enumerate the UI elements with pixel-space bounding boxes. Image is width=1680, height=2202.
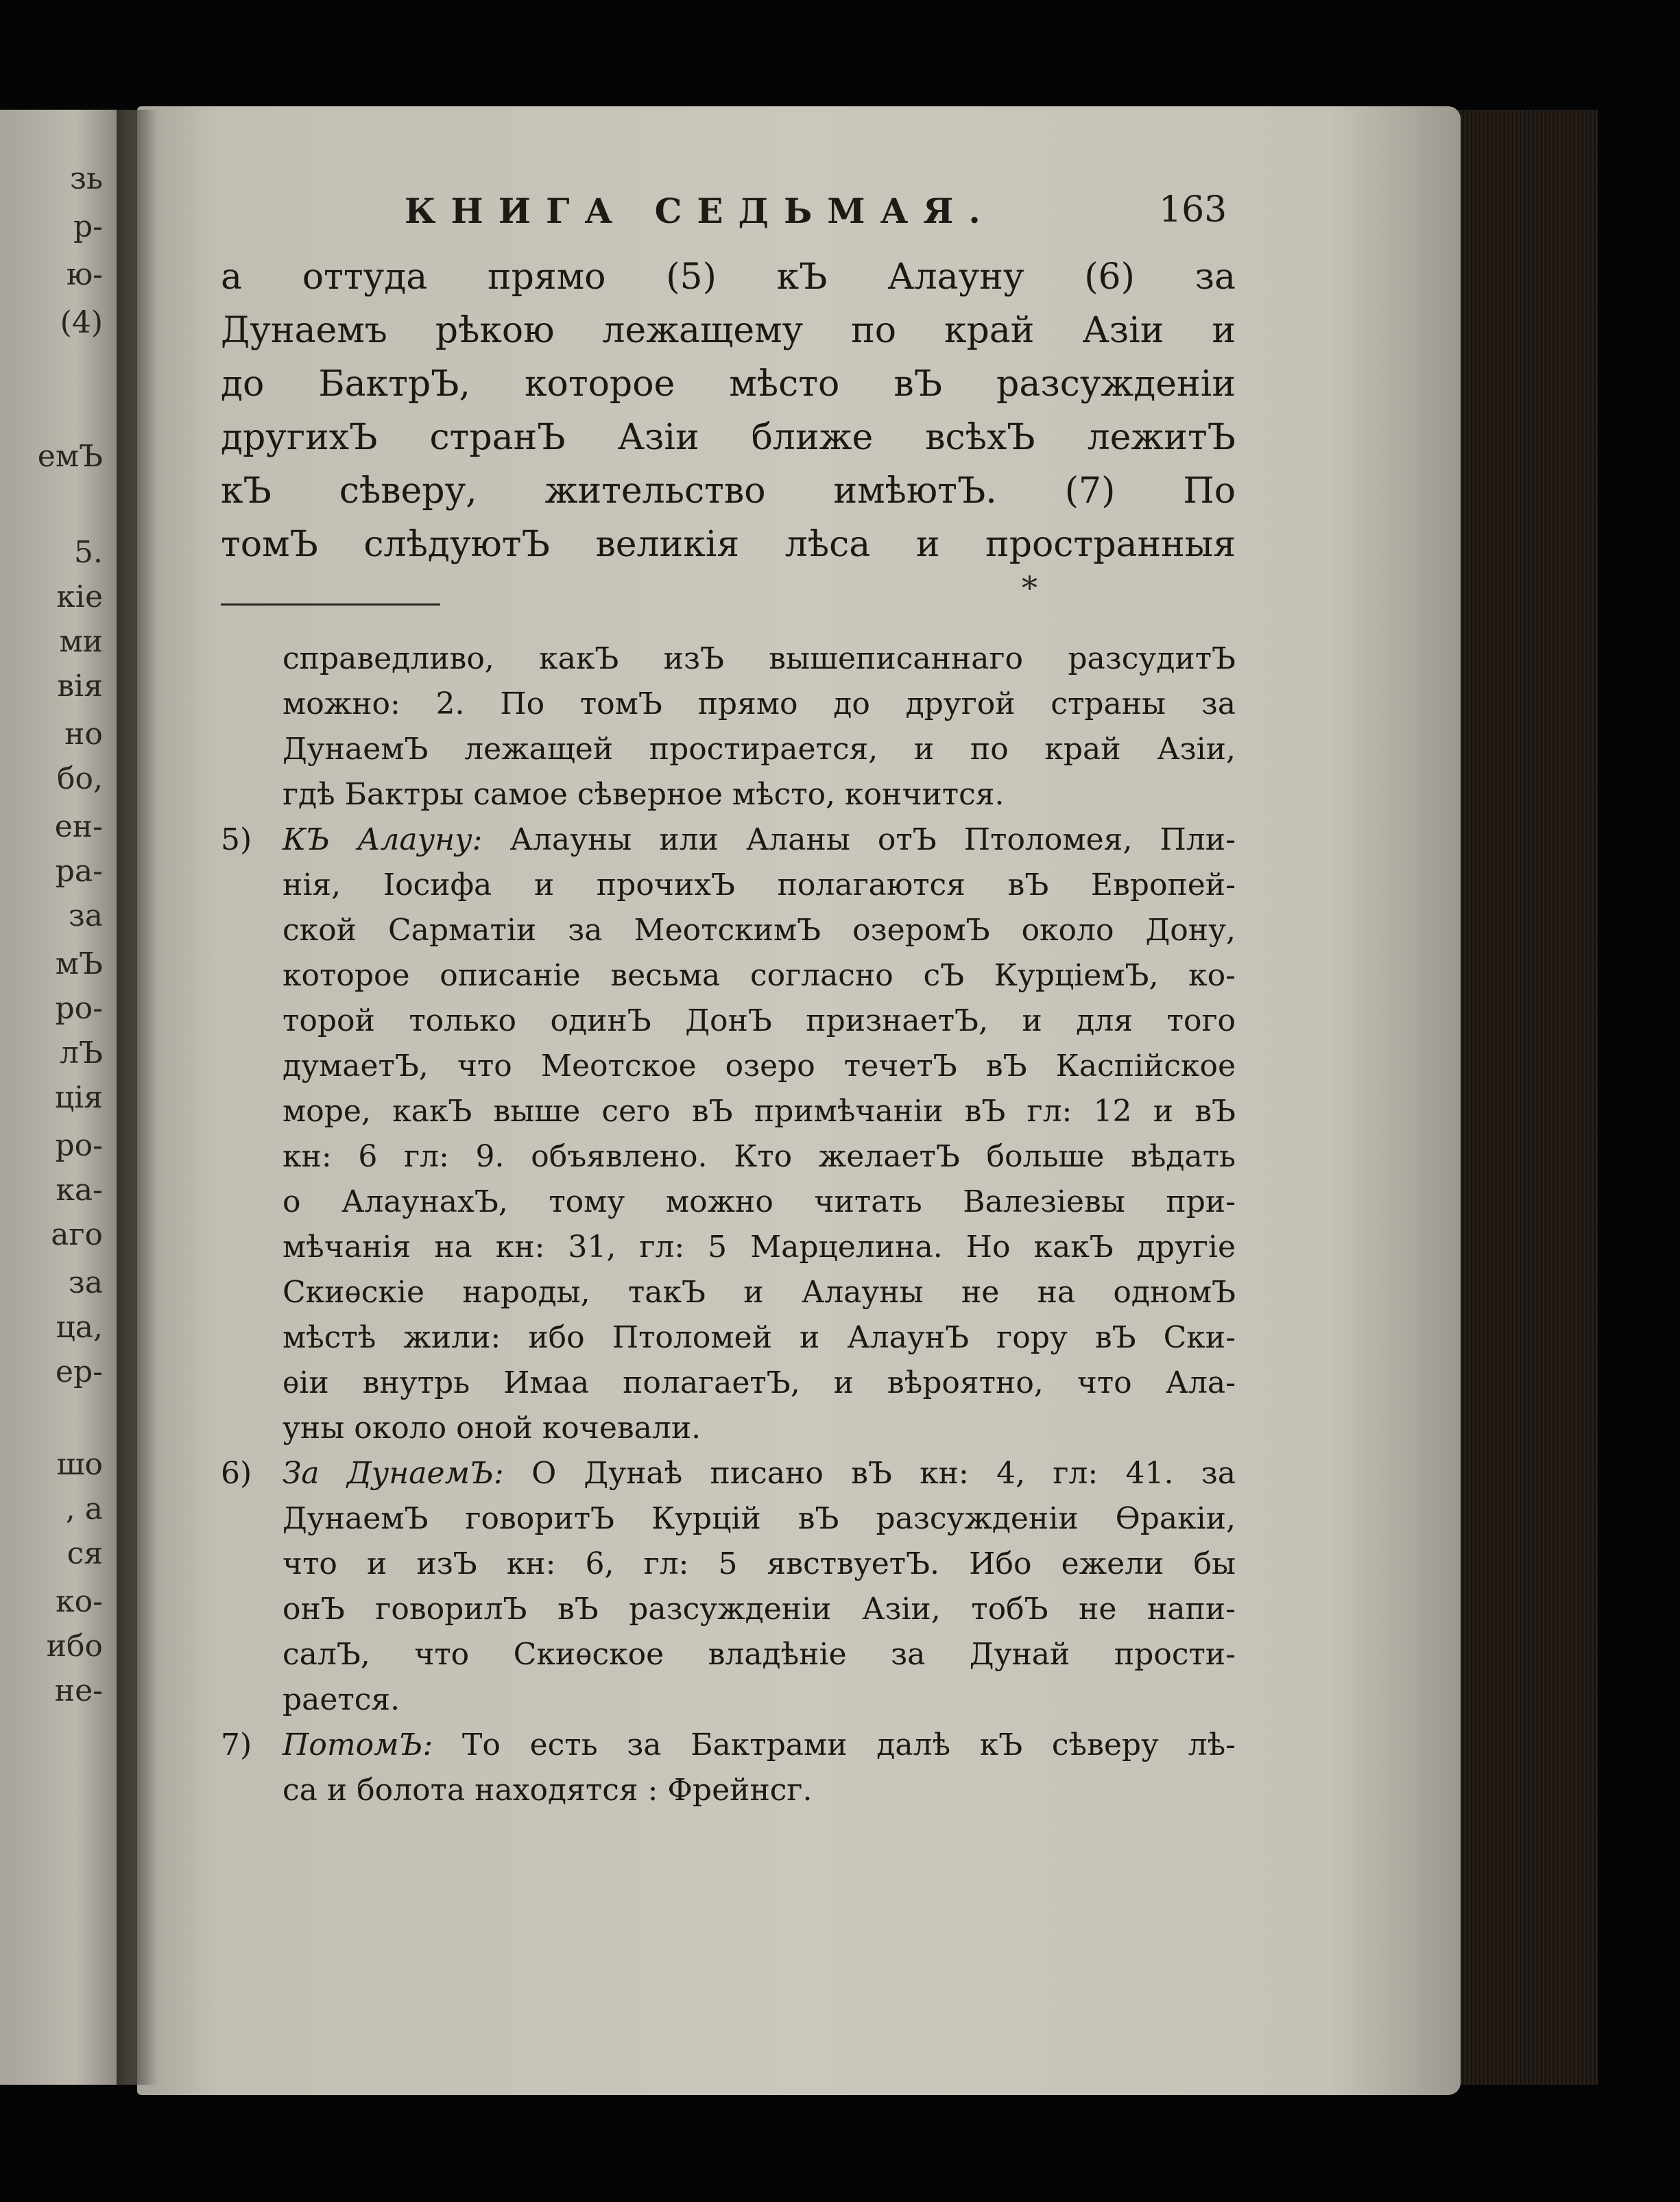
facing-page-fragment: мЪ [55, 946, 103, 981]
facing-page-fragment: аго [51, 1217, 103, 1252]
footnote-line: уны около оной кочевали. [283, 1411, 701, 1446]
facing-page-fragment: ер- [55, 1354, 103, 1389]
footnote-first-line [221, 1451, 1236, 1496]
footnote-line: торой только одинЪ ДонЪ признаетЪ, и для того [283, 1003, 1236, 1038]
page-number: 163 [1159, 189, 1227, 230]
footnote-line: которое описанiе весьма согласно сЪ КурцiемЪ, ко- [283, 958, 1236, 993]
facing-page-fragment: р- [73, 209, 103, 244]
facing-page-fragment: ся [67, 1536, 103, 1571]
main-line: а оттуда прямо (5) кЪ Алауну (6) за [221, 256, 1236, 298]
footnote-number: 5) [221, 822, 252, 857]
footnote-line: салЪ, что Скиѳское владѣнiе за Дунай прости- [283, 1637, 1236, 1672]
footnote-line-body [283, 1451, 1236, 1496]
facing-page-fragment: шо [56, 1447, 103, 1482]
facing-page-fragment: но [64, 717, 103, 752]
facing-page-fragment: ю- [66, 257, 103, 292]
footnote-line: нiя, Iосифа и прочихЪ полагаются вЪ Европей- [283, 867, 1236, 902]
main-line: кЪ сѣверу, жительство имѣютЪ. (7) По [221, 470, 1236, 512]
footnote-text: Алауны или Аланы отЪ Птоломея, Пли- [482, 822, 1236, 857]
facing-page-fragment: цiя [54, 1080, 103, 1115]
facing-page-fragment: ми [59, 624, 103, 659]
facing-page-fragment: не- [54, 1673, 103, 1708]
footnote-line: думаетЪ, что Меотское озеро течетЪ вЪ Каспiйское [283, 1049, 1236, 1084]
footnote-rule [221, 603, 440, 606]
facing-page-fragment: емЪ [37, 439, 103, 474]
footnote-first-line [221, 1723, 1236, 1768]
footnote-line: онЪ говорилЪ вЪ разсужденiи Азiи, тобЪ не напи- [283, 1592, 1236, 1627]
facing-page-fragment: , а [65, 1492, 103, 1527]
footnote-line-body [283, 817, 1236, 863]
facing-page-fragment: ро- [55, 1128, 103, 1163]
facing-page-fragment: лЪ [60, 1036, 103, 1070]
facing-page-fragment: вiя [57, 669, 103, 704]
running-head: КНИГА СЕДЬМАЯ. [405, 191, 996, 231]
footnote-line: кн: 6 гл: 9. объявлено. Кто желаетЪ больше вѣдать [283, 1139, 1236, 1174]
footnote-heading: КЪ Алауну: [283, 822, 483, 857]
catchword: * [1022, 569, 1037, 606]
facing-page-fragment: ра- [55, 854, 103, 889]
main-line: томЪ слѣдуютЪ великiя лѣса и пространныя [221, 524, 1236, 565]
footnote-line: рается. [283, 1682, 400, 1717]
footnotes [221, 636, 1236, 1813]
footnote-number: 6) [221, 1456, 252, 1491]
main-line: Дунаемъ рѣкою лежащему по край Азiи и [221, 310, 1236, 351]
main-line: до БактрЪ, которое мѣсто вЪ разсужденiи [221, 363, 1236, 405]
footnote-heading: ПотомЪ: [283, 1727, 433, 1762]
facing-page-fragment: за [68, 898, 103, 933]
footnote-line: гдѣ Бактры самое сѣверное мѣсто, кончится. [283, 777, 1005, 812]
footnote-text: О Дунаѣ писано вЪ кн: 4, гл: 41. за [503, 1456, 1236, 1491]
footnote-line: ской Сарматiи за МеотскимЪ озеромЪ около Дону, [283, 913, 1236, 948]
footnote-line: справедливо, какЪ изЪ вышеписаннаго разсудитЪ [283, 641, 1236, 676]
facing-page-fragment: ибо [46, 1629, 103, 1664]
footnote-line: о АлаунахЪ, тому можно читать Валезiевы при- [283, 1184, 1236, 1219]
footnote-line: ѳiи внутрь Имаа полагаетЪ, и вѣроятно, что Ала- [283, 1365, 1236, 1400]
facing-page-fragment: за [68, 1265, 103, 1300]
footnote-line: мѣстѣ жили: ибо Птоломей и АлаунЪ гору вЪ Ски- [283, 1320, 1236, 1355]
main-line: другихЪ странЪ Азiи ближе всѣхЪ лежитЪ [221, 417, 1236, 458]
facing-page-fragment: зь [70, 161, 103, 196]
footnote-line: са и болота находятся : Фрейнсг. [283, 1773, 813, 1808]
main-text [221, 250, 1236, 571]
footnote-line: мѣчанiя на кн: 31, гл: 5 Марцелина. Но какЪ другiе [283, 1230, 1236, 1265]
facing-page-fragment: ро- [55, 991, 103, 1026]
footnote-heading: За ДунаемЪ: [283, 1456, 504, 1491]
footnote-line: ДунаемЪ лежащей простирается, и по край Азiи, [283, 732, 1236, 767]
footnote-line: Скиѳскiе народы, такЪ и Алауны не на одномЪ [283, 1275, 1236, 1310]
facing-page-fragment: ен- [54, 809, 103, 844]
facing-page-fragment: (4) [60, 305, 103, 340]
footnote-line: можно: 2. По томЪ прямо до другой страны за [283, 686, 1236, 721]
footnote-line: что и изЪ кн: 6, гл: 5 явствуетЪ. Ибо ежели бы [283, 1546, 1236, 1581]
footnote-first-line [221, 817, 1236, 863]
footnote-number: 7) [221, 1727, 252, 1762]
footnote-text: То есть за Бактрами далѣ кЪ сѣверу лѣ- [433, 1727, 1236, 1762]
footnote-line-body [283, 1723, 1236, 1768]
facing-page-fragment: ца, [56, 1310, 103, 1345]
gutter-shadow [117, 110, 158, 2085]
facing-page-fragment: 5. [74, 535, 103, 570]
facing-page-fragment: бо, [57, 761, 103, 796]
facing-page-fragment: кie [56, 579, 103, 614]
facing-page-fragment: ка- [56, 1173, 103, 1208]
footnote-line: море, какЪ выше сего вЪ примѣчанiи вЪ гл: 12 и вЪ [283, 1094, 1236, 1129]
facing-page-fragment: ко- [56, 1584, 103, 1619]
footnote-line: ДунаемЪ говоритЪ Курцiй вЪ разсужденiи Ѳракiи, [283, 1501, 1236, 1536]
